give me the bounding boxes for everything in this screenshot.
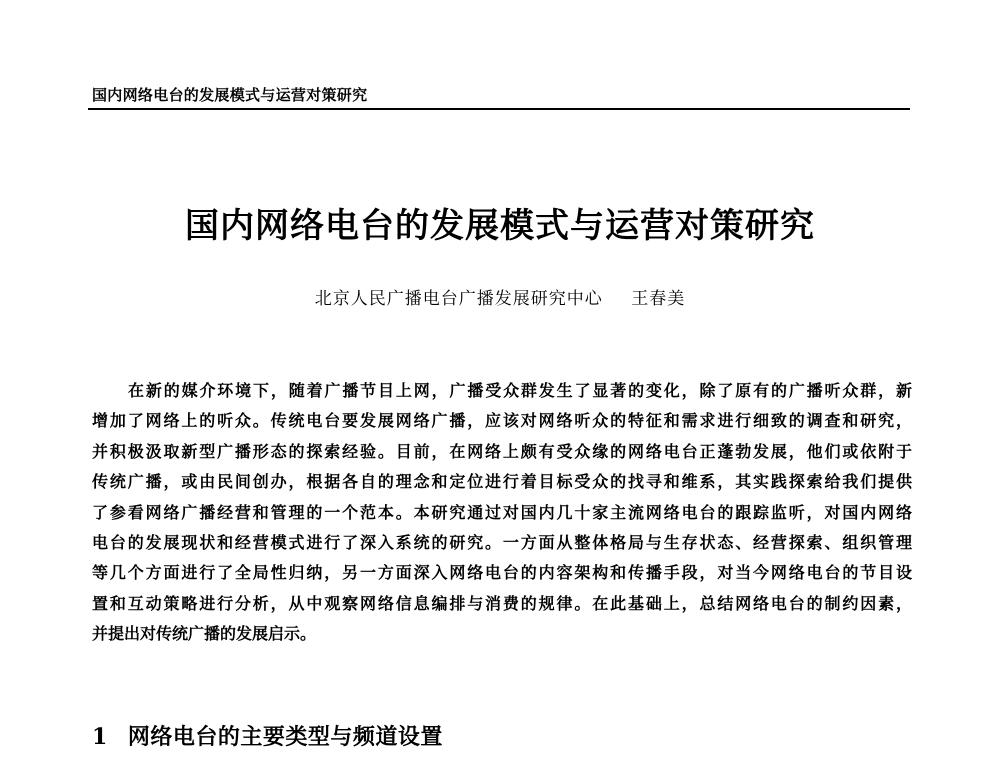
section-title: 网络电台的主要类型与频道设置: [127, 724, 443, 750]
author-name: 王春美: [631, 289, 686, 309]
abstract-line: 并提出对传统广播的发展启示。: [92, 624, 317, 644]
running-header: 国内网络电台的发展模式与运营对策研究: [92, 86, 368, 104]
abstract-line: 增加了网络上的听众。传统电台要发展网络广播，应该对网络听众的特征和需求进行细致的调查和研究，: [92, 411, 912, 431]
article-title: 国内网络电台的发展模式与运营对策研究: [185, 206, 815, 246]
abstract-line: 置和互动策略进行分析，从中观察网络信息编排与消费的规律。在此基础上，总结网络电台的制约因素，: [92, 593, 912, 613]
abstract-line: 传统广播，或由民间创办，根据各自的理念和定位进行着目标受众的找寻和维系，其实践探索给我们提供: [92, 472, 912, 492]
abstract-line: 在新的媒介环境下，随着广播节目上网，广播受众群发生了显著的变化，除了原有的广播听众群，新: [128, 381, 912, 400]
header-rule: [88, 108, 910, 110]
section-heading: [92, 720, 443, 751]
section-number: 1: [92, 724, 108, 750]
byline: [0, 284, 1000, 309]
author-affiliation: 北京人民广播电台广播发展研究中心: [314, 289, 603, 309]
abstract-line: 等几个方面进行了全局性归纳，另一方面深入网络电台的内容架构和传播手段，对当今网络电台的节目设: [92, 563, 912, 583]
abstract-line: 了参看网络广播经营和管理的一个范本。本研究通过对国内几十家主流网络电台的跟踪监听，对国内网络: [92, 502, 912, 522]
abstract: [92, 376, 912, 650]
abstract-line: 电台的发展现状和经营模式进行了深入系统的研究。一方面从整体格局与生存状态、经营探索、组织管理: [92, 532, 912, 552]
abstract-line: 并积极汲取新型广播形态的探索经验。目前，在网络上颇有受众缘的网络电台正蓬勃发展，他们或依附于: [92, 441, 912, 461]
